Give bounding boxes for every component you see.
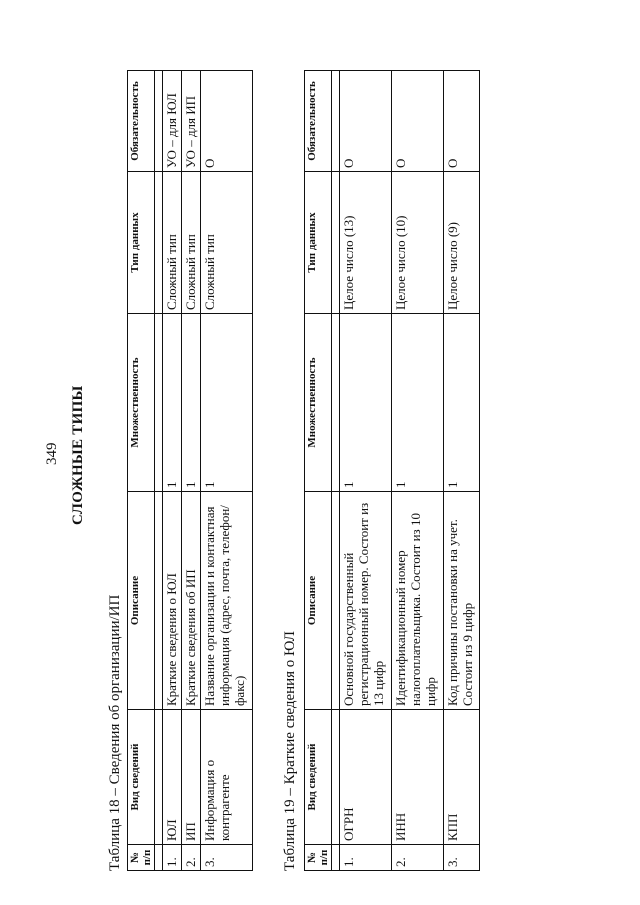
cell-description: Краткие сведения о ЮЛ [163,492,182,710]
cell-kind: КПП [444,710,480,845]
table-row [182,71,201,871]
table-row [392,71,444,871]
page-number: 349 [44,442,60,465]
header-kind: Вид сведений [305,710,332,845]
cell-data-type: Сложный тип [163,172,182,314]
cell-kind: ОГРН [340,710,392,845]
table19-spacer-row [332,71,340,871]
cell-kind: Информация о контрагенте [201,710,253,845]
header-number: № п/п [128,845,155,871]
table18 [127,70,253,871]
cell-number: 2. [182,845,201,871]
header-number: № п/п [305,845,332,871]
cell-description: Идентификационный номер налогоплательщика. Состоит из 10 цифр [392,492,444,710]
cell-data-type: Целое число (9) [444,172,480,314]
table-row [163,71,182,871]
cell-description: Основной государственный регистрационный номер. Состоит из 13 цифр [340,492,392,710]
header-multiplicity: Множественность [128,314,155,492]
header-multiplicity: Множественность [305,314,332,492]
cell-multiplicity: 1 [444,314,480,492]
cell-data-type: Целое число (13) [340,172,392,314]
cell-data-type: Сложный тип [182,172,201,314]
header-description: Описание [305,492,332,710]
table18-spacer-row [155,71,163,871]
cell-obligation: О [392,71,444,172]
cell-obligation: О [340,71,392,172]
cell-data-type: Сложный тип [201,172,253,314]
cell-number: 3. [444,845,480,871]
header-obligation: Обязательность [305,71,332,172]
cell-obligation: УО – для ИП [182,71,201,172]
cell-description: Краткие сведения об ИП [182,492,201,710]
table19-header-row [305,71,332,871]
table-row [201,71,253,871]
header-description: Описание [128,492,155,710]
cell-number: 2. [392,845,444,871]
cell-data-type: Целое число (10) [392,172,444,314]
cell-multiplicity: 1 [182,314,201,492]
table-row [340,71,392,871]
cell-kind: ИП [182,710,201,845]
cell-number: 1. [340,845,392,871]
header-data-type: Тип данных [128,172,155,314]
cell-number: 1. [163,845,182,871]
cell-kind: ЮЛ [163,710,182,845]
cell-obligation: О [444,71,480,172]
cell-obligation: УО – для ЮЛ [163,71,182,172]
table-row [444,71,480,871]
table18-header-row [128,71,155,871]
cell-description: Код причины постановки на учет. Состоит из 9 цифр [444,492,480,710]
header-kind: Вид сведений [128,710,155,845]
cell-description: Название организации и контактная информация (адрес, почта, телефон/факс) [201,492,253,710]
header-obligation: Обязательность [128,71,155,172]
table18-caption: Таблица 18 – Сведения об организации/ИП [107,594,123,871]
table19-caption: Таблица 19 – Краткие сведения о ЮЛ [282,631,298,871]
cell-kind: ИНН [392,710,444,845]
cell-multiplicity: 1 [392,314,444,492]
cell-multiplicity: 1 [201,314,253,492]
cell-obligation: О [201,71,253,172]
cell-multiplicity: 1 [340,314,392,492]
page-title: СЛОЖНЫЕ ТИПЫ [70,385,86,525]
cell-number: 3. [201,845,253,871]
cell-multiplicity: 1 [163,314,182,492]
table19 [304,70,480,871]
header-data-type: Тип данных [305,172,332,314]
